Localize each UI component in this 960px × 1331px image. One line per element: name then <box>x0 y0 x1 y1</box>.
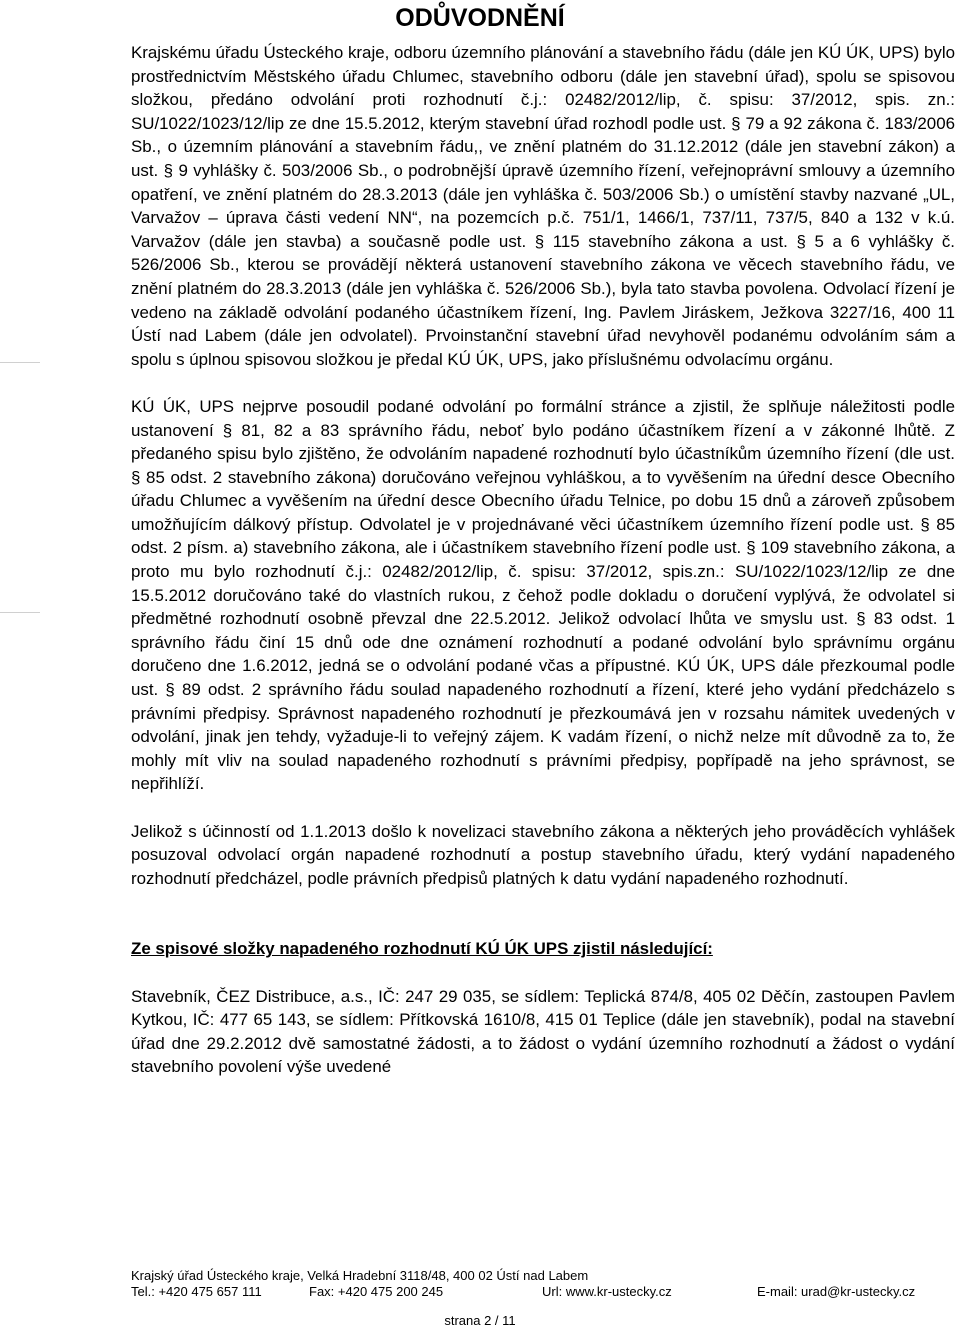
paragraph-legislation-note: Jelikož s účinností od 1.1.2013 došlo k novelizaci stavebního zákona a některých jeho prováděcích vyhlášek posuzoval odvolací orgán napadené rozhodnutí a postup stavebního úřadu, který vydání napadeného rozhodnutí předcházel, podle právních předpisů platných k datu vydání napadeného rozhodnutí. <box>131 821 955 888</box>
paragraph-applicant: Stavebník, ČEZ Distribuce, a.s., IČ: 247 29 035, se sídlem: Teplická 874/8, 405 02 Děčín, zastoupen Pavlem Kytkou, IČ: 477 65 143, se sídlem: Přítkovská 1610/8, 415 01 Teplice (dále jen stavebník), podal na stavební úřad dne 29.2.2012 dvě samostatné žádosti, a to žádost o vydání územního rozhodnutí a žádost o vydání stavebního povolení výše uvedené <box>131 986 955 1077</box>
paragraph-appeal-intro: Krajskému úřadu Ústeckého kraje, odboru územního plánování a stavebního řádu (dále jen KÚ ÚK, UPS) bylo prostřednictvím Městského úřadu Chlumec, stavebního odboru (dále jen stavební úřad), spolu se spisovou složkou, předáno odvolání proti rozhodnutí č.j.: 02482/2012/lip, č. spisu: 37/2012, spis. zn.: SU/1022/1023/12/lip ze dne 15.5.2012, kterým stavební úřad rozhodl podle ust. § 79 a 92 zákona č. 183/2006 Sb., o územním plánování a stavebním řádu,, ve znění platném do 31.12.2012 (dále jen stavební zákon) a ust. § 9 vyhlášky č. 503/2006 Sb., o podrobnější úpravě územního řízení, veřejnoprávní smlouvy a územního opatření, ve znění platném do 28.3.2013 (dále jen vyhláška č. 503/2006 Sb.) o umístění stavby nazvané „UL, Varvažov – úprava části vedení NN“, na pozemcích p.č. 751/1, 1466/1, 737/11, 737/5, 840 a 132 v k.ú. Varvažov (dále jen stavba) a současně podle ust. § 115 stavebního zákona a ust. § 5 a 6 vyhlášky č. 526/2006 Sb., kterou se provádějí některá ustanovení stavebního zákona ve věcech stavebního řádu, ve znění platném do 28.3.2013 (dále jen vyhláška č. 526/2006 Sb.), byla tato stavba povolena. Odvolací řízení je vedeno na základě odvolání podaného účastníkem řízení, Ing. Pavlem Jiráskem, Ježkova 3227/16, 400 11 Ústí nad Labem (dále jen odvolatel). Prvoinstanční stavební úřad nevyhověl podanému odvoláním sám a spolu s úplnou spisovou složkou je předal KÚ ÚK, UPS, jako příslušnému odvolacímu orgánu. <box>131 43 955 369</box>
page-title: ODŮVODNĚNÍ <box>395 4 565 32</box>
document-body <box>131 41 955 1103</box>
footer-fax: Fax: +420 475 200 245 <box>309 1284 444 1299</box>
footer-contacts <box>131 1284 955 1300</box>
section-heading: Ze spisové složky napadeného rozhodnutí KÚ ÚK UPS zjistil následující: <box>131 939 713 959</box>
footer-address: Krajský úřad Ústeckého kraje, Velká Hradební 3118/48, 400 02 Ústí nad Labem <box>131 1268 589 1283</box>
footer-url[interactable]: Url: www.kr-ustecky.cz <box>542 1284 672 1299</box>
paragraph-formal-review: KÚ ÚK, UPS nejprve posoudil podané odvolání po formální stránce a zjistil, že splňuje náležitosti podle ustanovení § 81, 82 a 83 správního řádu, neboť bylo podáno účastníkem řízení a v zákonné lhůtě. Z předaného spisu bylo zjištěno, že odvoláním napadené rozhodnutí bylo účastníkům územního řízení (dle ust. § 85 odst. 2 stavebního zákona) doručováno veřejnou vyhláškou, a to vyvěšením na úřední desce Obecního úřadu Chlumec a vyvěšením na úřední desce Obecního úřadu Telnice, po dobu 15 dnů a zároveň způsobem umožňujícím dálkový přístup. Odvolatel je v projednávané věci účastníkem územního řízení podle ust. § 85 odst. 2 písm. a) stavebního zákona, ale i účastníkem stavebního řízení podle ust. § 109 stavebního zákona, a proto mu bylo rozhodnutí č.j.: 02482/2012/lip, č. spisu: 37/2012, spis.zn.: SU/1022/1023/12/lip ze dne 15.5.2012 doručováno také do vlastních rukou, z čehož podle dokladu o doručení vyplývá, že odvolatel si předmětné rozhodnutí osobně převzal dne 22.5.2012. Jelikož odvolací lhůta ve smyslu ust. § 83 odst. 1 správního řádu činí 15 dnů ode dne oznámení rozhodnutí a podané odvolání bylo správnímu orgánu doručeno dne 1.6.2012, jedná se o odvolání podané včas a přípustné. KÚ ÚK, UPS dále přezkoumal podle ust. § 89 odst. 2 správního řádu soulad napadeného rozhodnutí a řízení, které jeho vydání předcházelo s právními předpisy. Správnost napadeného rozhodnutí je přezkoumává jen v rozsahu námitek uvedených v odvolání, jinak jen tehdy, vyžaduje-li to veřejný zájem. K vadám řízení, o nichž nelze mít důvodně za to, že mohly mít vliv na soulad napadeného rozhodnutí s právními předpisy, popřípadě na jeho správnost, se nepřihlíží. <box>131 396 955 794</box>
margin-fold-mark-bottom <box>0 612 40 613</box>
page-footer <box>131 1268 955 1300</box>
page-number: strana 2 / 11 <box>444 1313 516 1328</box>
margin-fold-mark-top <box>0 362 40 363</box>
footer-email[interactable]: E-mail: urad@kr-ustecky.cz <box>757 1284 916 1299</box>
footer-phone: Tel.: +420 475 657 111 <box>131 1284 262 1299</box>
